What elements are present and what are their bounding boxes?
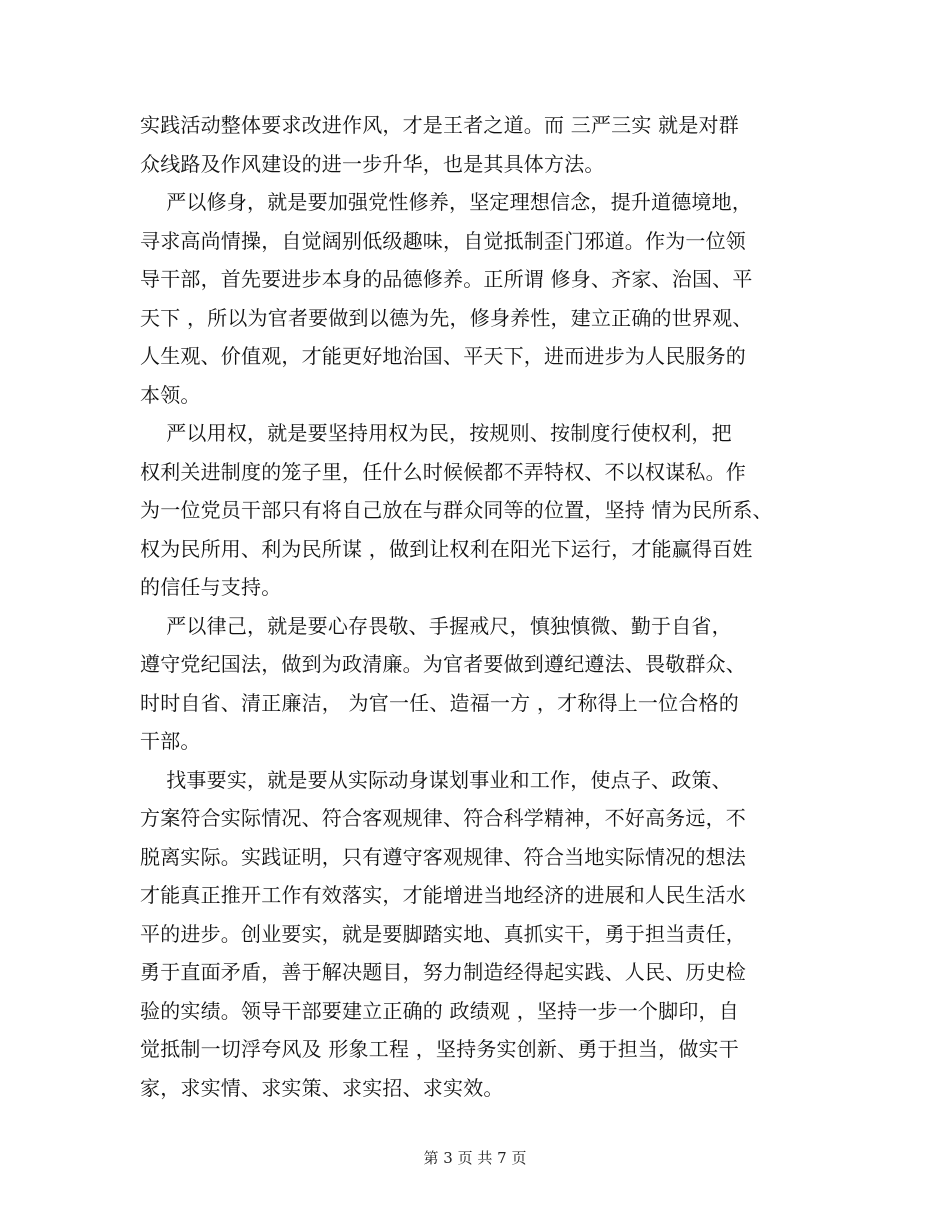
text-line: 本领。 — [140, 382, 201, 407]
text-line: 权为民所用、利为民所谋 ，做到让权利在阳光下运行，才能赢得百姓 — [140, 536, 753, 561]
text-line: 干部。 — [140, 729, 201, 753]
text-line: 严以用权，就是要坚持用权为民，按规则、按制度行使权利，把 — [140, 421, 732, 445]
text-line: 严以律己，就是要心存畏敬、手握戒尺，慎独慎微、勤于自省， — [140, 613, 732, 638]
text-line: 才能真正推开工作有效落实，才能增进当地经济的进展和人民生活水 — [140, 883, 746, 907]
page-footer: 第 3 页 共 7 页 — [423, 1149, 527, 1167]
text-line: 找事要实，就是要从实际动身谋划事业和工作，使点子、政策、 — [140, 767, 732, 792]
paragraph — [140, 183, 830, 414]
text-line: 平的进步。创业要实，就是要脚踏实地、真抓实干，勇于担当责任， — [140, 921, 746, 946]
text-line: 时时自省、清正廉洁， 为官一任、造福一方 ，才称得上一位合格的 — [140, 690, 739, 715]
text-line: 觉抵制一切浮夸风及 形象工程 ，坚持务实创新、勇于担当，做实干 — [140, 1037, 739, 1061]
text-line: 验的实绩。领导干部要建立正确的 政绩观 ，坚持一步一个脚印，自 — [140, 998, 739, 1023]
document-body — [140, 106, 830, 1107]
text-line: 为一位党员干部只有将自己放在与群众同等的位置，坚持 情为民所系、 — [140, 498, 773, 522]
paragraph — [140, 761, 830, 1108]
text-line: 脱离实际。实践证明，只有遵守客观规律、符合当地实际情况的想法 — [140, 844, 746, 869]
text-line: 人生观、价值观，才能更好地治国、平天下，进而进步为人民服务的 — [140, 344, 746, 368]
text-line: 的信任与支持。 — [140, 575, 282, 599]
text-line: 导干部，首先要进步本身的品德修养。正所谓 修身、齐家、治国、平 — [140, 267, 753, 291]
text-line: 寻求高尚情操，自觉阔别低级趣味，自觉抵制歪门邪道。作为一位领 — [140, 228, 746, 253]
text-line: 家，求实情、求实策、求实招、求实效。 — [140, 1075, 504, 1100]
text-line: 方案符合实际情况、符合客观规律、符合科学精神，不好高务远，不 — [140, 806, 746, 830]
text-line: 权利关进制度的笼子里，任什么时候候都不弄特权、不以权谋私。作 — [140, 459, 746, 484]
text-line: 严以修身，就是要加强党性修养，坚定理想信念，提升道德境地， — [140, 190, 753, 214]
text-line: 勇于直面矛盾，善于解决题目，努力制造经得起实践、人民、历史检 — [140, 960, 746, 984]
text-line: 遵守党纪国法，做到为政清廉。为官者要做到遵纪遵法、畏敬群众、 — [140, 652, 746, 676]
paragraph — [140, 106, 830, 183]
text-line: 天下 ，所以为官者要做到以德为先，修身养性，建立正确的世界观、 — [140, 305, 753, 330]
text-line: 众线路及作风建设的进一步升华，也是其具体方法。 — [140, 151, 605, 176]
text-line: 实践活动整体要求改进作风，才是王者之道。而 三严三实 就是对群 — [140, 113, 739, 137]
paragraph — [140, 607, 830, 761]
paragraph — [140, 414, 830, 607]
